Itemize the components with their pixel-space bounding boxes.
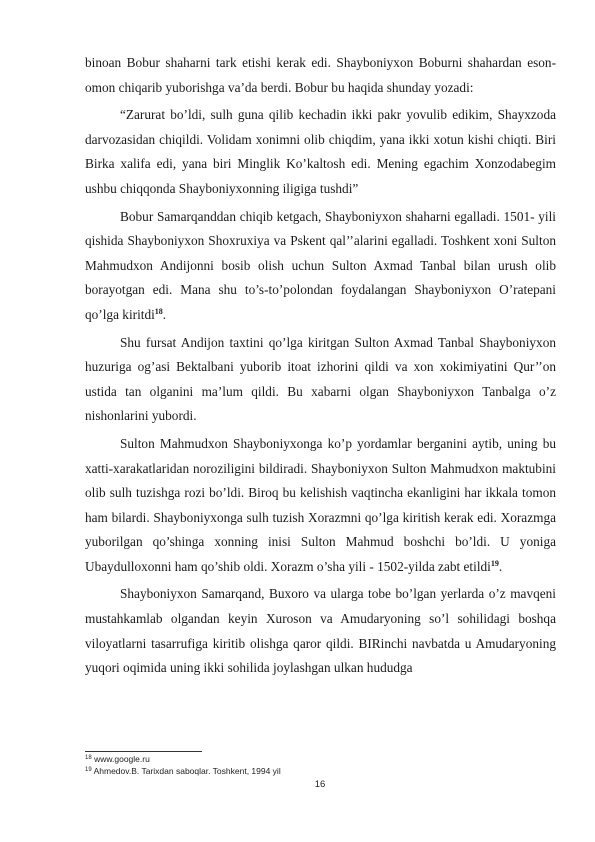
footnote-number: 19 [85, 766, 92, 773]
paragraph-tail: . [162, 306, 167, 322]
paragraph [85, 205, 556, 328]
paragraph-quote [85, 103, 556, 201]
footnote-text[interactable]: www.google.ru [94, 754, 150, 764]
paragraph [85, 582, 556, 680]
paragraph-text: Bobur Samarqanddan chiqib ketgach, Shayboniyxon shaharni egalladi. 1501- yili qishida Shayboniyxon Shoxruxiya va Pskent qal’’alarini egalladi. Toshkent xoni Sulton Mahmudxon Andijonni bosib olish uchun Sulton Axmad Tanbal bilan urush olib borayotgan edi. Mana shu to’s-to’polondan foydalangan Shayboniyxon O’ratepani qo’lga kiritdi [85, 208, 556, 322]
paragraph-text: Sulton Mahmudxon Shayboniyxonga ko’p yordamlar berganini aytib, uning bu xatti-xarakatlaridan noroziligini bildiradi. Shayboniyxon Sulton Mahmudxon maktubini olib sulh tuzishga rozi bo’ldi. Biroq bu kelishish vaqtincha ekanligini har ikkala tomon ham bilardi. Shayboniyxonga sulh tuzish Xorazmni qo’lga kiritish kerak edi. Xorazmga yuborilgan qo’shinga xonning inisi Sulton Mahmud boshchi bo’ldi. U yoniga Ubaydulloxonni ham qo’shib oldi. Xorazm o’sha yili - 1502-yilda zabt etildi [85, 435, 556, 574]
footnote [85, 754, 556, 766]
paragraph [85, 331, 556, 429]
footnote-ref: 19 [490, 558, 499, 568]
footnote-number: 18 [85, 755, 92, 761]
paragraph-text: “Zarurat bo’ldi, sulh guna qilib kechadin ikki pakr yovulib edikim, Shayxzoda darvozasidan chiqildi. Volidam xonimni olib chiqdim, yana ikki xotun kishi chiqti. Biri Birka xalifa edi, yana biri Minglik Ko’kaltosh edi. Mening egachim Xonzodabegim ushbu chiqqonda Shayboniyxonning iligiga tushdi” [85, 107, 556, 196]
paragraph-text: Shayboniyxon Samarqand, Buxoro va ularga tobe bo’lgan yerlarda o’z mavqeni mustahkamlab olgandan keyin Xuroson va Amudaryoning so’l sohilidagi boshqa viloyatlarni tasarrufiga kiritib olishga qaror qildi. BIRinchi navbatda u Amudaryoning yuqori oqimida uning ikki sohilida joylashgan ulkan hududga [85, 586, 556, 676]
footnote [85, 766, 556, 778]
footnote-text: Ahmedov.B. Tarixdan saboqlar. Toshkent, 1994 yil [93, 765, 281, 776]
paragraph-tail: . [498, 558, 503, 574]
paragraph-text: Shu fursat Andijon taxtini qo’lga kiritgan Sulton Axmad Tanbal Shayboniyxon huzuriga og’asi Bektalbani yuborib itoat izhorini qildi va xon xokimiyatini Qur’’on ustida tan olganini ma’lum qildi. Bu xabarni olgan Shayboniyxon Tanbalga o’z nishonlarini yubordi. [85, 334, 556, 424]
footnotes [85, 754, 556, 777]
paragraph-text: binoan Bobur shaharni tark etishi kerak edi. Shayboniyxon Boburni shahardan eson-omon chiqarib yuborishga va’da berdi. Bobur bu haqida shunday yozadi: [85, 55, 556, 95]
body-text [85, 51, 556, 681]
footnote-separator [85, 751, 202, 752]
paragraph [85, 51, 556, 100]
paragraph [85, 432, 556, 580]
footnote-ref: 18 [154, 306, 163, 316]
page-number: 16 [314, 779, 326, 790]
